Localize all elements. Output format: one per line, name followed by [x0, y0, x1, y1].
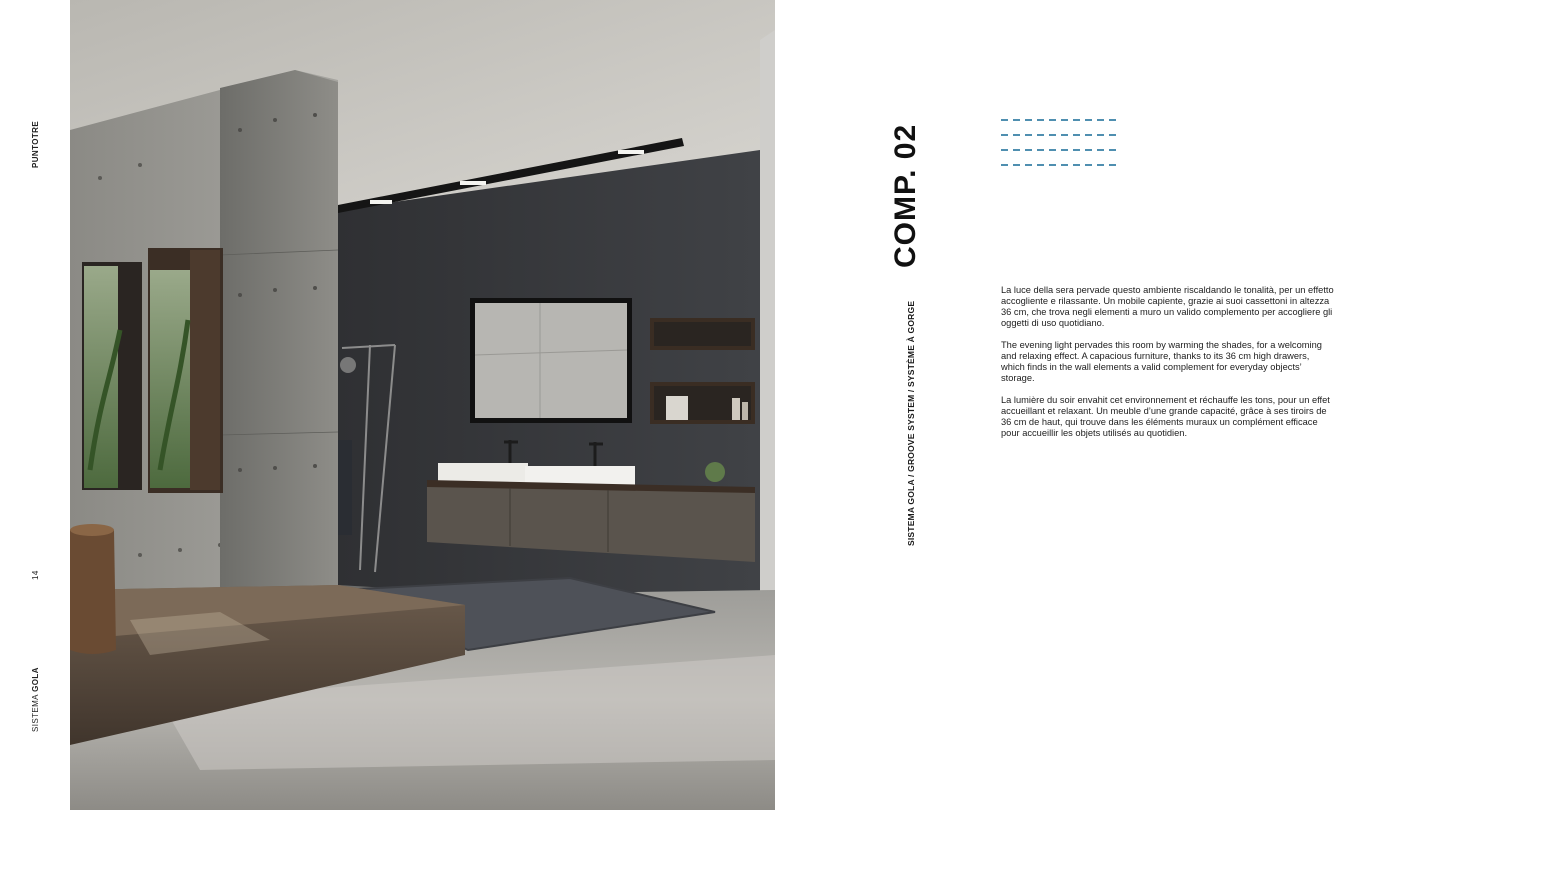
dash-line	[1001, 161, 1119, 176]
system-name: GOLA	[31, 667, 40, 692]
composition-subtitle: SISTEMA GOLA / GROOVE SYSTEM / SYSTÈME À GORGE	[906, 300, 916, 546]
composition-title: COMP. 02	[889, 123, 922, 268]
page-number: 14	[31, 570, 40, 580]
dash-line	[1001, 116, 1119, 131]
paragraph-italian: La luce della sera pervade questo ambiente riscaldando le tonalità, per un effetto accogliente e rilassante. Un mobile capiente, grazie ai suoi cassettoni in altezza 36 cm, che trova negli elementi a muro un valido complemento per accogliere gli oggetti di uso quotidiano.	[1001, 285, 1334, 328]
description-text-block	[1001, 285, 1335, 450]
dash-line	[1001, 131, 1119, 146]
dash-line	[1001, 146, 1119, 161]
bathroom-interior-photo	[70, 0, 775, 810]
system-label	[31, 667, 40, 732]
brand-name: PUNTOTRE	[31, 120, 40, 168]
paragraph-french: La lumière du soir envahit cet environnement et réchauffe les tons, pour un effet accueillant et relaxant. Un meuble d’une grande capacité, grâce à ses tiroirs de 36 cm de haut, qui trouve dans les éléments muraux un complément efficace pour accueillir les objets utilisés au quotidien.	[1001, 395, 1330, 438]
decorative-dash-pattern	[1001, 116, 1119, 176]
paragraph-english: The evening light pervades this room by warming the shades, for a welcoming and relaxing effect. A capacious furniture, thanks to its 36 cm high drawers, which finds in the wall elements a valid complement for everyday objects’ storage.	[1001, 340, 1322, 383]
system-prefix: SISTEMA	[31, 691, 40, 732]
